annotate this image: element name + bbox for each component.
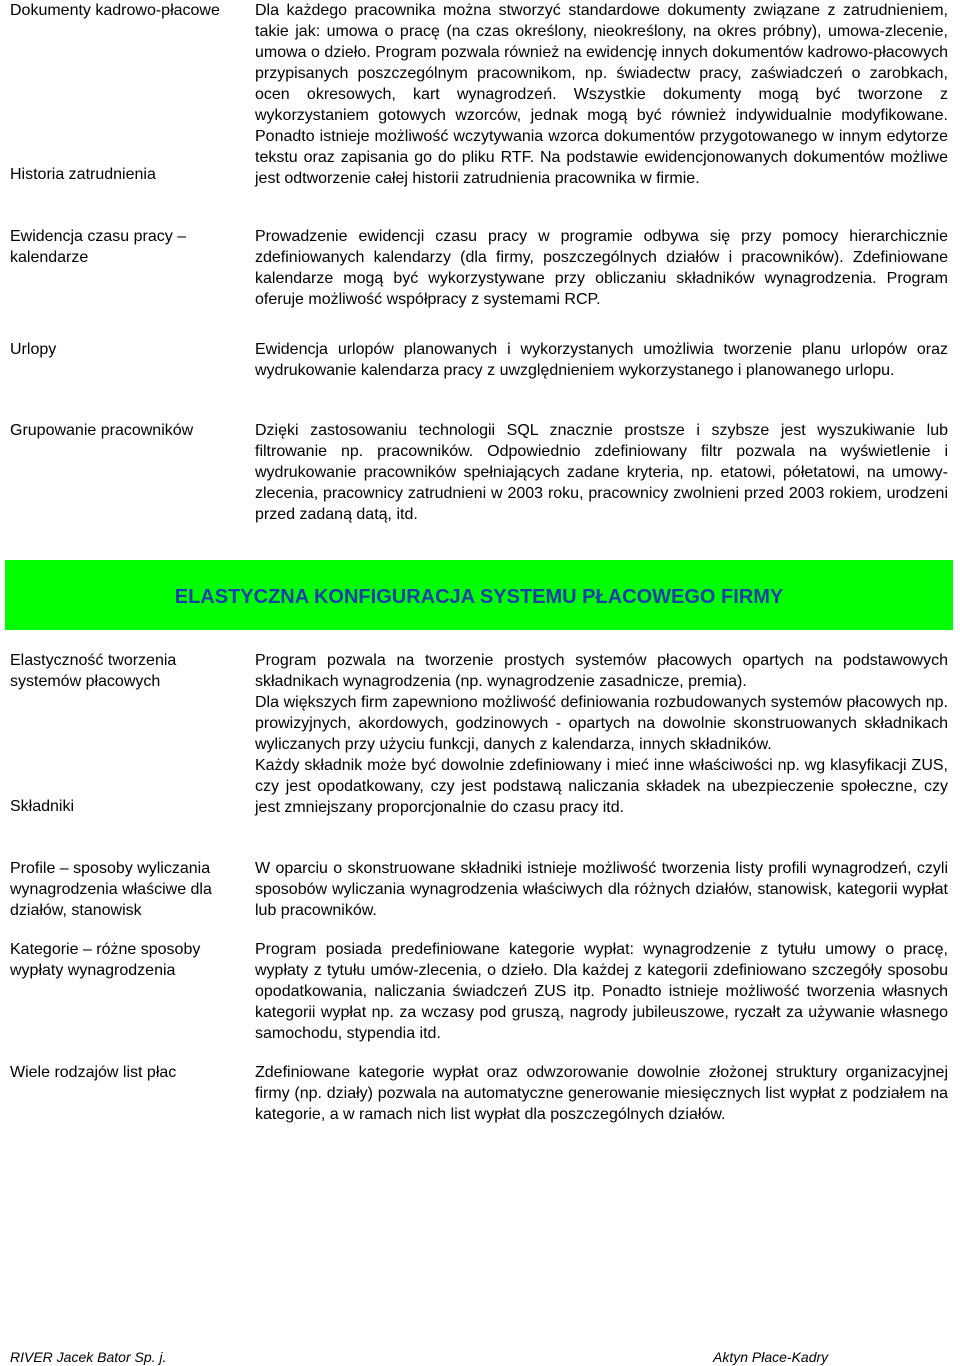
paragraph: Zdefiniowane kategorie wypłat oraz odwzorowanie dowolnie złożonej struktury organizacyjnej firmy (np. działy) pozwala na automatyczne generowanie miesięcznych list wypłat z podziałem na kategorie, a w ramach nich list wypłat dla poszczególnych działów. [255, 1064, 948, 1123]
paragraph: Program posiada predefiniowane kategorie wypłat: wynagrodzenie z tytułu umowy o pracę, wypłaty z tytułu umów-zlecenia, o dzieło. Dla każdej z kategorii zdefiniowano szczegóły sposobu opodatkowania, naliczania świadczeń ZUS itp. Ponadto istnieje możliwość tworzenia własnych kategorii wypłat np. za wczasy pod gruszą, nagrody jubileuszowe, ryczałt za używanie własnego samochodu, stypendia itd. [255, 941, 948, 1042]
section-label-time: Ewidencja czasu pracy – kalendarze [10, 228, 187, 266]
paragraph: Ewidencja urlopów planowanych i wykorzystanych umożliwia tworzenie planu urlopów oraz wydrukowanie kalendarza pracy z uwzględnieniem wykorzystanego i planowanego urlopu. [255, 341, 948, 379]
section-text-docs [255, 0, 948, 189]
paragraph: Dzięki zastosowaniu technologii SQL znacznie prostsze i szybsze jest wyszukiwanie lub filtrowanie np. pracowników. Odpowiednio zdefiniowany filtr pozwala na wyświetlenie i wydrukowanie pracowników spełniających zadane kryteria, np. etatowi, półetatowi, na umowy-zlecenia, pracownicy zatrudnieni w 2003 roku, pracownicy zwolnieni przed 2003 rokiem, urodzeni przed zadaną datą, itd. [255, 422, 948, 523]
footer-company: RIVER Jacek Bator Sp. j. [10, 1349, 167, 1365]
section-label-categories: Kategorie – różne sposoby wypłaty wynagrodzenia [10, 941, 201, 979]
section-label-profiles: Profile – sposoby wyliczania wynagrodzenia właściwe dla działów, stanowisk [10, 860, 212, 919]
section-label-docs: Dokumenty kadrowo-płacowe [10, 2, 220, 19]
paragraph: Każdy składnik może być dowolnie zdefiniowany i mieć inne właściwości np. wg klasyfikacji ZUS, czy jest opodatkowany, czy jest podstawą naliczania składek na ubezpieczenie społeczne, czy jest zmniejszany proporcjonalnie do czasu pracy itd. [255, 757, 948, 816]
section-label-leave: Urlopy [10, 341, 57, 358]
section-text-payroll [255, 1062, 948, 1125]
section-label-components: Składniki [10, 798, 75, 815]
banner-title: ELASTYCZNA KONFIGURACJA SYSTEMU PŁACOWEGO FIRMY [174, 585, 784, 608]
paragraph: Dla każdego pracownika można stworzyć standardowe dokumenty związane z zatrudnieniem, takie jak: umowa o pracę (na czas określony, nieokreślony, na okres próbny), umowa-zlecenie, umowa o dzieło. Program pozwala również na ewidencję innych dokumentów kadrowo-płacowych przypisanych poszczególnym pracownikom, np. świadectw pracy, zaświadczeń o zarobkach, ocen okresowych, kart wynagrodzeń. Wszystkie dokumenty mogą być tworzone z wykorzystaniem gotowych wzorców, jednak mogą być również indywidualnie modyfikowane. Ponadto istnieje możliwość wczytywania wzorca dokumentów przygotowanego w innym edytorze tekstu oraz zapisania go do pliku RTF. Na podstawie ewidencjonowanych dokumentów możliwe jest odtworzenie całej historii zatrudnienia pracownika w firmie. [255, 2, 948, 187]
paragraph: Dla większych firm zapewniono możliwość definiowania rozbudowanych systemów płacowych np. prowizyjnych, akordowych, godzinowych - opartych na dowolnie skonstruowanych składnikach wyliczanych przy użyciu funkcji, danych z kalendarza, innych składników. [255, 694, 948, 753]
section-label-history: Historia zatrudnienia [10, 166, 156, 183]
footer-product: Aktyn Płace-Kadry [713, 1349, 829, 1365]
section-text-time [255, 226, 948, 310]
section-label-grouping: Grupowanie pracowników [10, 422, 194, 439]
section-banner [5, 560, 953, 630]
paragraph: W oparciu o skonstruowane składniki istnieje możliwość tworzenia listy profili wynagrodzeń, czyli sposobów wyliczania wynagrodzenia właściwych dla różnych działów, stanowisk, kategorii wypłat lub pracowników. [255, 860, 948, 919]
paragraph: Program pozwala na tworzenie prostych systemów płacowych opartych na podstawowych składnikach wynagrodzenia (np. wynagrodzenie zasadnicze, premia). [255, 652, 948, 690]
section-text-leave [255, 339, 948, 381]
section-label-flex: Elastyczność tworzenia systemów płacowych [10, 652, 177, 690]
section-text-categories [255, 939, 948, 1044]
section-text-grouping [255, 420, 948, 525]
section-text-flex [255, 650, 948, 818]
section-text-profiles [255, 858, 948, 921]
paragraph: Prowadzenie ewidencji czasu pracy w programie odbywa się przy pomocy hierarchicznie zdefiniowanych kalendarzy (dla firmy, poszczególnych działów i pracowników). Zdefiniowane kalendarze mogą być wykorzystywane przy obliczaniu składników wynagrodzenia. Program oferuje możliwość współpracy z systemami RCP. [255, 228, 948, 308]
section-label-payroll: Wiele rodzajów list płac [10, 1064, 177, 1081]
